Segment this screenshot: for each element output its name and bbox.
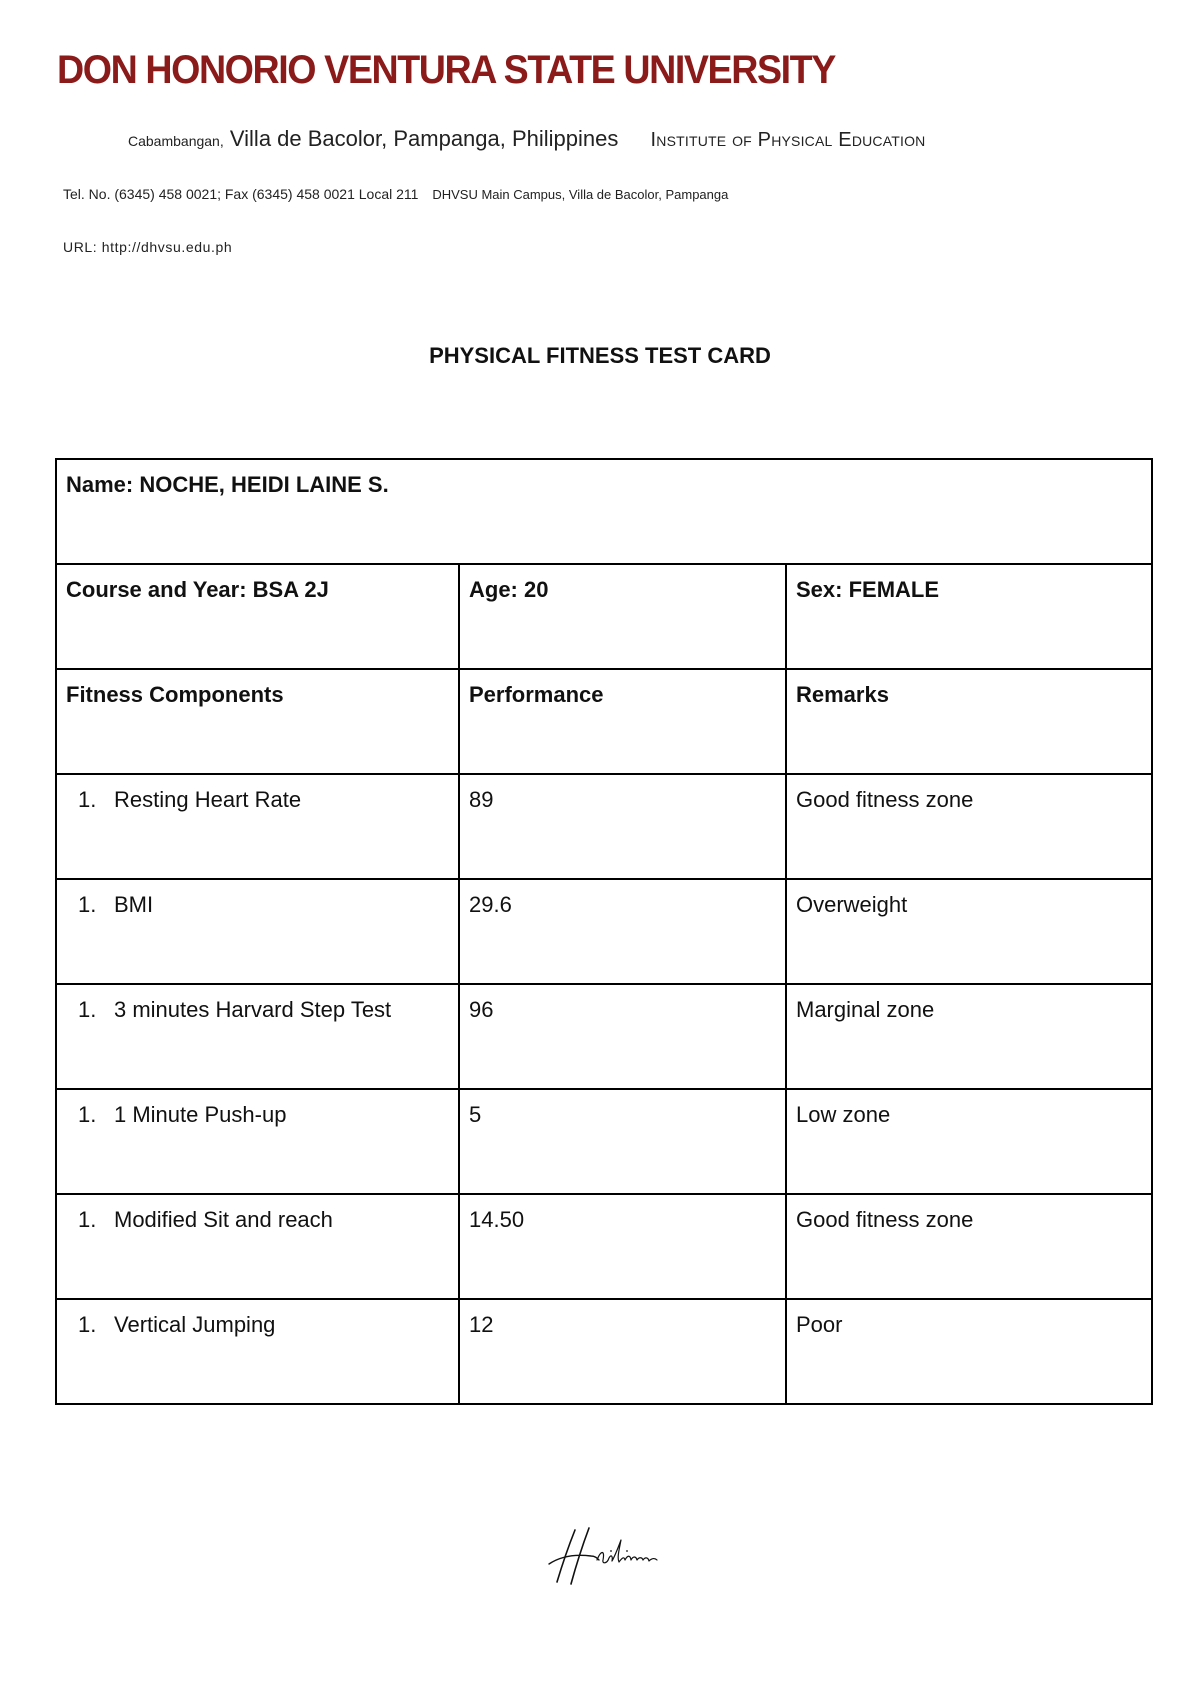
performance-cell: 96 (459, 984, 786, 1089)
contact-text: Tel. No. (6345) 458 0021; Fax (6345) 458 0021 Local 211 (63, 186, 419, 202)
town-text: Cabambangan, (128, 133, 224, 149)
component-name: Modified Sit and reach (114, 1207, 333, 1232)
remarks-cell: Low zone (786, 1089, 1152, 1194)
signature (545, 1520, 665, 1590)
institute-name: Institute of Physical Education (650, 129, 926, 151)
component-cell (56, 984, 459, 1089)
card-title: PHYSICAL FITNESS TEST CARD (429, 343, 771, 368)
table-row (56, 1194, 1152, 1299)
component-cell (56, 1194, 459, 1299)
table-row (56, 1299, 1152, 1404)
contact-line (63, 186, 728, 202)
performance-cell: 89 (459, 774, 786, 879)
component-cell (56, 1089, 459, 1194)
item-number: 1. (78, 1207, 97, 1232)
table-row (56, 1089, 1152, 1194)
sex: Sex: FEMALE (786, 564, 1152, 669)
url-line: URL: http://dhvsu.edu.ph (63, 239, 233, 255)
university-name: DON HONORIO VENTURA STATE UNIVERSITY (57, 48, 835, 92)
fitness-test-table (55, 458, 1153, 1405)
address-line (128, 126, 926, 152)
component-name: Resting Heart Rate (114, 787, 302, 812)
component-cell (56, 774, 459, 879)
performance-cell: 12 (459, 1299, 786, 1404)
component-cell (56, 879, 459, 984)
item-number: 1. (78, 1312, 97, 1337)
student-name: Name: NOCHE, HEIDI LAINE S. (56, 459, 1152, 564)
address-text: Villa de Bacolor, Pampanga, Philippines (229, 126, 619, 151)
info-row (56, 564, 1152, 669)
header-performance: Performance (459, 669, 786, 774)
header-remarks: Remarks (786, 669, 1152, 774)
item-number: 1. (78, 892, 97, 917)
performance-cell: 14.50 (459, 1194, 786, 1299)
performance-cell: 5 (459, 1089, 786, 1194)
item-number: 1. (78, 787, 97, 812)
remarks-cell: Good fitness zone (786, 774, 1152, 879)
remarks-cell: Marginal zone (786, 984, 1152, 1089)
age: Age: 20 (459, 564, 786, 669)
performance-cell: 29.6 (459, 879, 786, 984)
header-fitness-components: Fitness Components (56, 669, 459, 774)
course-year: Course and Year: BSA 2J (56, 564, 459, 669)
table-row (56, 984, 1152, 1089)
component-name: Vertical Jumping (114, 1312, 276, 1337)
header-row (56, 669, 1152, 774)
table-row (56, 774, 1152, 879)
remarks-cell: Poor (786, 1299, 1152, 1404)
remarks-cell: Overweight (786, 879, 1152, 984)
component-name: BMI (114, 892, 154, 917)
name-row (56, 459, 1152, 564)
remarks-cell: Good fitness zone (786, 1194, 1152, 1299)
item-number: 1. (78, 1102, 97, 1127)
component-name: 3 minutes Harvard Step Test (114, 997, 392, 1022)
campus-text: DHVSU Main Campus, Villa de Bacolor, Pampanga (432, 187, 729, 202)
item-number: 1. (78, 997, 97, 1022)
component-cell (56, 1299, 459, 1404)
table-row (56, 879, 1152, 984)
component-name: 1 Minute Push-up (114, 1102, 287, 1127)
